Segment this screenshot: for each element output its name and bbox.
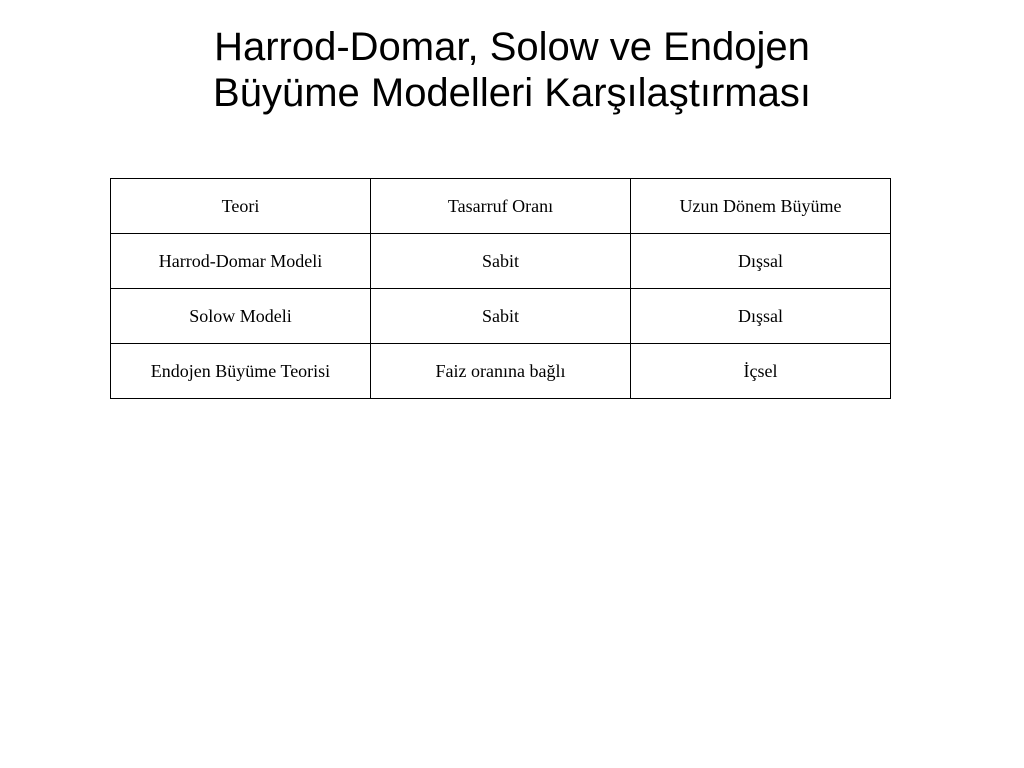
table-cell: Dışsal: [631, 289, 891, 344]
table-row: [111, 289, 891, 344]
table-row: [111, 234, 891, 289]
slide-title-line-1: Harrod-Domar, Solow ve Endojen: [214, 25, 810, 69]
comparison-table: [110, 178, 891, 399]
table-row: [111, 344, 891, 399]
table-header-row: [111, 179, 891, 234]
header-cell-teori: Teori: [111, 179, 371, 234]
table-cell: Sabit: [371, 234, 631, 289]
table-cell: Endojen Büyüme Teorisi: [111, 344, 371, 399]
table-cell: Sabit: [371, 289, 631, 344]
table-cell: İçsel: [631, 344, 891, 399]
table-cell: Harrod-Domar Modeli: [111, 234, 371, 289]
slide-title: [0, 24, 1024, 116]
table-cell: Solow Modeli: [111, 289, 371, 344]
slide-title-line-2: Büyüme Modelleri Karşılaştırması: [213, 71, 811, 115]
table-cell: Dışsal: [631, 234, 891, 289]
header-cell-uzun-donem-buyume: Uzun Dönem Büyüme: [631, 179, 891, 234]
table-cell: Faiz oranına bağlı: [371, 344, 631, 399]
header-cell-tasarruf-orani: Tasarruf Oranı: [371, 179, 631, 234]
